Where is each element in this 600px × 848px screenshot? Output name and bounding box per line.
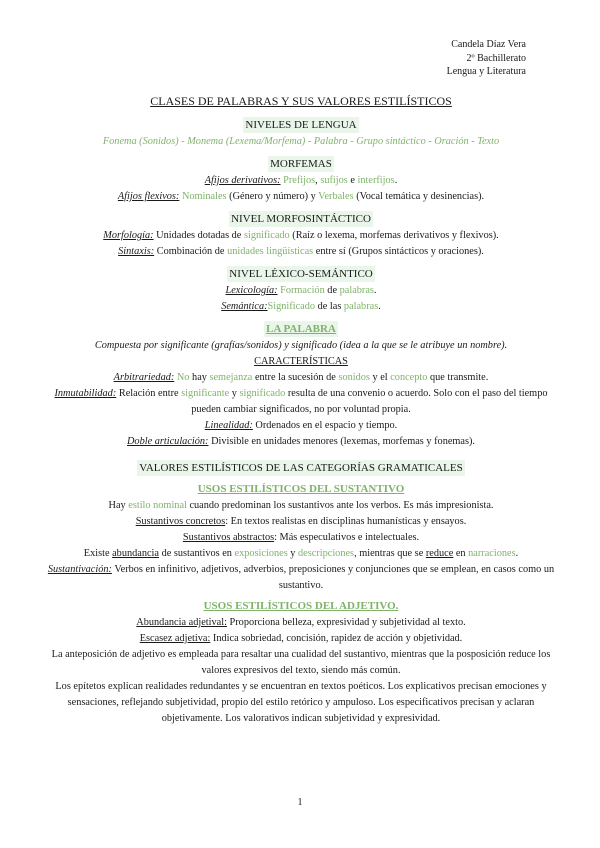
lexico-heading: NIVEL LÉXICO-SEMÁNTICO xyxy=(229,268,373,280)
morfemas-heading: MORFEMAS xyxy=(270,158,332,170)
semantica-line xyxy=(44,299,558,315)
course-name: 2º Bachillerato xyxy=(466,52,526,64)
concretos-text: : En textos realistas en disciplinas humanísticas y ensayos. xyxy=(225,516,467,527)
significante-text: significante xyxy=(181,388,230,399)
concepto-text: concepto xyxy=(390,372,428,383)
escasez-line xyxy=(44,631,558,647)
term-sustantivacion: Sustantivación: xyxy=(47,564,112,575)
author-name: Candela Díaz Vera xyxy=(451,39,526,50)
term-abundancia-adjetival: Abundancia adjetival: xyxy=(136,617,227,628)
term-morfologia: Morfología: xyxy=(103,230,154,241)
doble-line xyxy=(44,434,558,450)
sustantivacion-line xyxy=(44,562,558,594)
reduce-text: reduce xyxy=(425,548,454,559)
term-linealidad: Linealidad: xyxy=(204,420,253,431)
morfemas-derivativos xyxy=(44,173,558,189)
sintaxis-text: Combinación de xyxy=(154,246,228,257)
arb-text: que transmite. xyxy=(427,372,489,383)
significado-text: significado xyxy=(243,230,290,241)
arb-text: entre la sucesión de xyxy=(252,372,339,383)
escasez-text: Indica sobriedad, concisión, rapidez de acción y objetividad. xyxy=(210,633,463,644)
abund-text: de sustantivos en xyxy=(159,548,235,559)
niveles-heading: NIVELES DE LENGUA xyxy=(245,119,357,131)
arb-text: hay xyxy=(189,372,210,383)
linealidad-line xyxy=(44,418,558,434)
sustantivacion-text: Verbos en infinitivo, adjetivos, adverbios, preposiciones y conjunciones que se emplean, en casos como un sustantivo. xyxy=(111,564,555,591)
semantica-text: de las xyxy=(315,301,344,312)
morfologia-line xyxy=(44,228,558,244)
morfemas-flexivos xyxy=(44,189,558,205)
abstractos-text: : Más especulativos e intelectuales. xyxy=(274,532,420,543)
abund-text: en xyxy=(453,548,469,559)
sintaxis-line xyxy=(44,244,558,260)
morfologia-text: Unidades dotadas de xyxy=(153,230,244,241)
abundancia-text: abundancia xyxy=(112,548,159,559)
end-text: . xyxy=(378,301,381,312)
term-semantica: Semántica: xyxy=(221,301,268,312)
term-sintaxis: Sintaxis: xyxy=(118,246,155,257)
term-doble-articulacion: Doble articulación: xyxy=(126,436,209,447)
palabra-heading: LA PALABRA xyxy=(266,323,336,335)
abundancia-adj-text: Proporciona belleza, expresividad y subjetividad al texto. xyxy=(226,617,466,628)
caracteristicas-heading: CARACTERÍSTICAS xyxy=(254,356,348,367)
sust-text: cuando predominan los sustantivos ante los verbos. Es más impresionista. xyxy=(186,500,494,511)
inm-text: resulta de una convenio o acuerdo. Solo con el paso del tiempo pueden cambiar significados, no por voluntad propia. xyxy=(191,388,548,415)
sep-text: , xyxy=(315,175,321,186)
semejanza-text: semejanza xyxy=(209,372,253,383)
term-escasez-adjetiva: Escasez adjetiva: xyxy=(139,633,211,644)
lexicologia-text: de xyxy=(324,285,340,296)
term-lexicologia: Lexicología: xyxy=(225,285,278,296)
morfosintactico-heading: NIVEL MORFOSINTÁCTICO xyxy=(231,213,371,225)
exposiciones-text: exposiciones xyxy=(234,548,288,559)
morfologia-text: (Raíz o lexema, morfemas derivativos y flexivos). xyxy=(289,230,499,241)
prefijos-text: Prefijos xyxy=(283,175,316,186)
estilo-nominal-line xyxy=(44,498,558,514)
subject-name: Lengua y Literatura xyxy=(446,66,526,77)
doble-text: Divisible en unidades menores (lexemas, morfemas y fonemas). xyxy=(208,436,475,447)
lexicologia-line xyxy=(44,283,558,299)
adjetivo-heading: USOS ESTILÍSTICOS DEL ADJETIVO. xyxy=(203,600,399,612)
inm-text: Relación entre xyxy=(116,388,182,399)
sufijos-text: sufijos xyxy=(320,175,348,186)
sep-text: e xyxy=(347,175,358,186)
valores-heading: VALORES ESTILÍSTICOS DE LAS CATEGORÍAS GRAMATICALES xyxy=(139,462,463,474)
no-text: No xyxy=(174,372,190,383)
estilo-nominal-text: estilo nominal xyxy=(128,500,187,511)
page-title: CLASES DE PALABRAS Y SUS VALORES ESTILÍSTICOS xyxy=(150,94,452,108)
document-header xyxy=(447,38,526,79)
palabras-text: palabras xyxy=(339,285,374,296)
abundancia-adjetival-line xyxy=(44,615,558,631)
abund-text: , mientras que se xyxy=(354,548,426,559)
sustantivo-heading: USOS ESTILÍSTICOS DEL SUSTANTIVO xyxy=(197,483,405,495)
end-text: . xyxy=(373,285,377,296)
significado-text: Significado xyxy=(267,301,316,312)
term-afijos-flexivos: Afijos flexivos: xyxy=(117,191,180,202)
abstractos-line xyxy=(44,530,558,546)
abund-text: y xyxy=(287,548,299,559)
abund-text: Existe xyxy=(83,548,113,559)
term-sustantivos-abstractos: Sustantivos abstractos xyxy=(182,532,275,543)
page-number: 1 xyxy=(297,797,303,808)
sonidos-text: sonidos xyxy=(338,372,370,383)
term-arbitrariedad: Arbitrariedad: xyxy=(113,372,175,383)
arbitrariedad-line xyxy=(44,370,558,386)
term-sustantivos-concretos: Sustantivos concretos xyxy=(135,516,226,527)
linealidad-text: Ordenados en el espacio y tiempo. xyxy=(252,420,398,431)
flexivos-text: (Género y número) y xyxy=(226,191,319,202)
end-text: . xyxy=(394,175,398,186)
inmutabilidad-line xyxy=(44,386,558,418)
niveles-sequence: Fonema (Sonidos) - Monema (Lexema/Morfema) - Palabra - Grupo sintáctico - Oración - Texto xyxy=(102,136,500,147)
sintaxis-text: entre sí (Grupos sintácticos y oraciones). xyxy=(313,246,484,257)
flexivos-text: (Vocal temática y desinencias). xyxy=(353,191,485,202)
descripciones-text: descripciones xyxy=(298,548,355,559)
palabras-text: palabras xyxy=(343,301,379,312)
end-text: . xyxy=(515,548,519,559)
verbales-text: Verbales xyxy=(318,191,354,202)
concretos-line xyxy=(44,514,558,530)
formacion-text: Formación xyxy=(277,285,325,296)
term-afijos-derivativos: Afijos derivativos: xyxy=(204,175,281,186)
narraciones-text: narraciones xyxy=(468,548,516,559)
epitetos-paragraph: Los epítetos explican realidades redundantes y se encuentran en textos poéticos. Los explicativos precisan emociones y sensaciones, reflejando subjetividad, propio del estilo retórico y ampuloso. Los especificativos precisan y aclaran objetivamente. Los valorativos indican subjetividad y expresividad. xyxy=(55,681,547,724)
nominales-text: Nominales xyxy=(181,191,227,202)
anteposicion-paragraph: La anteposición de adjetivo es empleada para resaltar una cualidad del sustantivo, mientras que la posposición reduce los valores expresivos del texto, siendo más común. xyxy=(51,649,551,676)
interfijos-text: interfijos xyxy=(357,175,395,186)
unidades-text: unidades lingüísticas xyxy=(227,246,314,257)
inm-text: y xyxy=(229,388,240,399)
document-body xyxy=(44,93,558,727)
sust-text: Hay xyxy=(108,500,129,511)
palabra-definition: Compuesta por significante (grafías/sonidos) y significado (idea a la que se le atribuye un nombre). xyxy=(94,340,508,351)
term-inmutabilidad: Inmutabilidad: xyxy=(54,388,117,399)
abundancia-sust-line xyxy=(44,546,558,562)
significado-text: significado xyxy=(239,388,286,399)
arb-text: y el xyxy=(369,372,391,383)
